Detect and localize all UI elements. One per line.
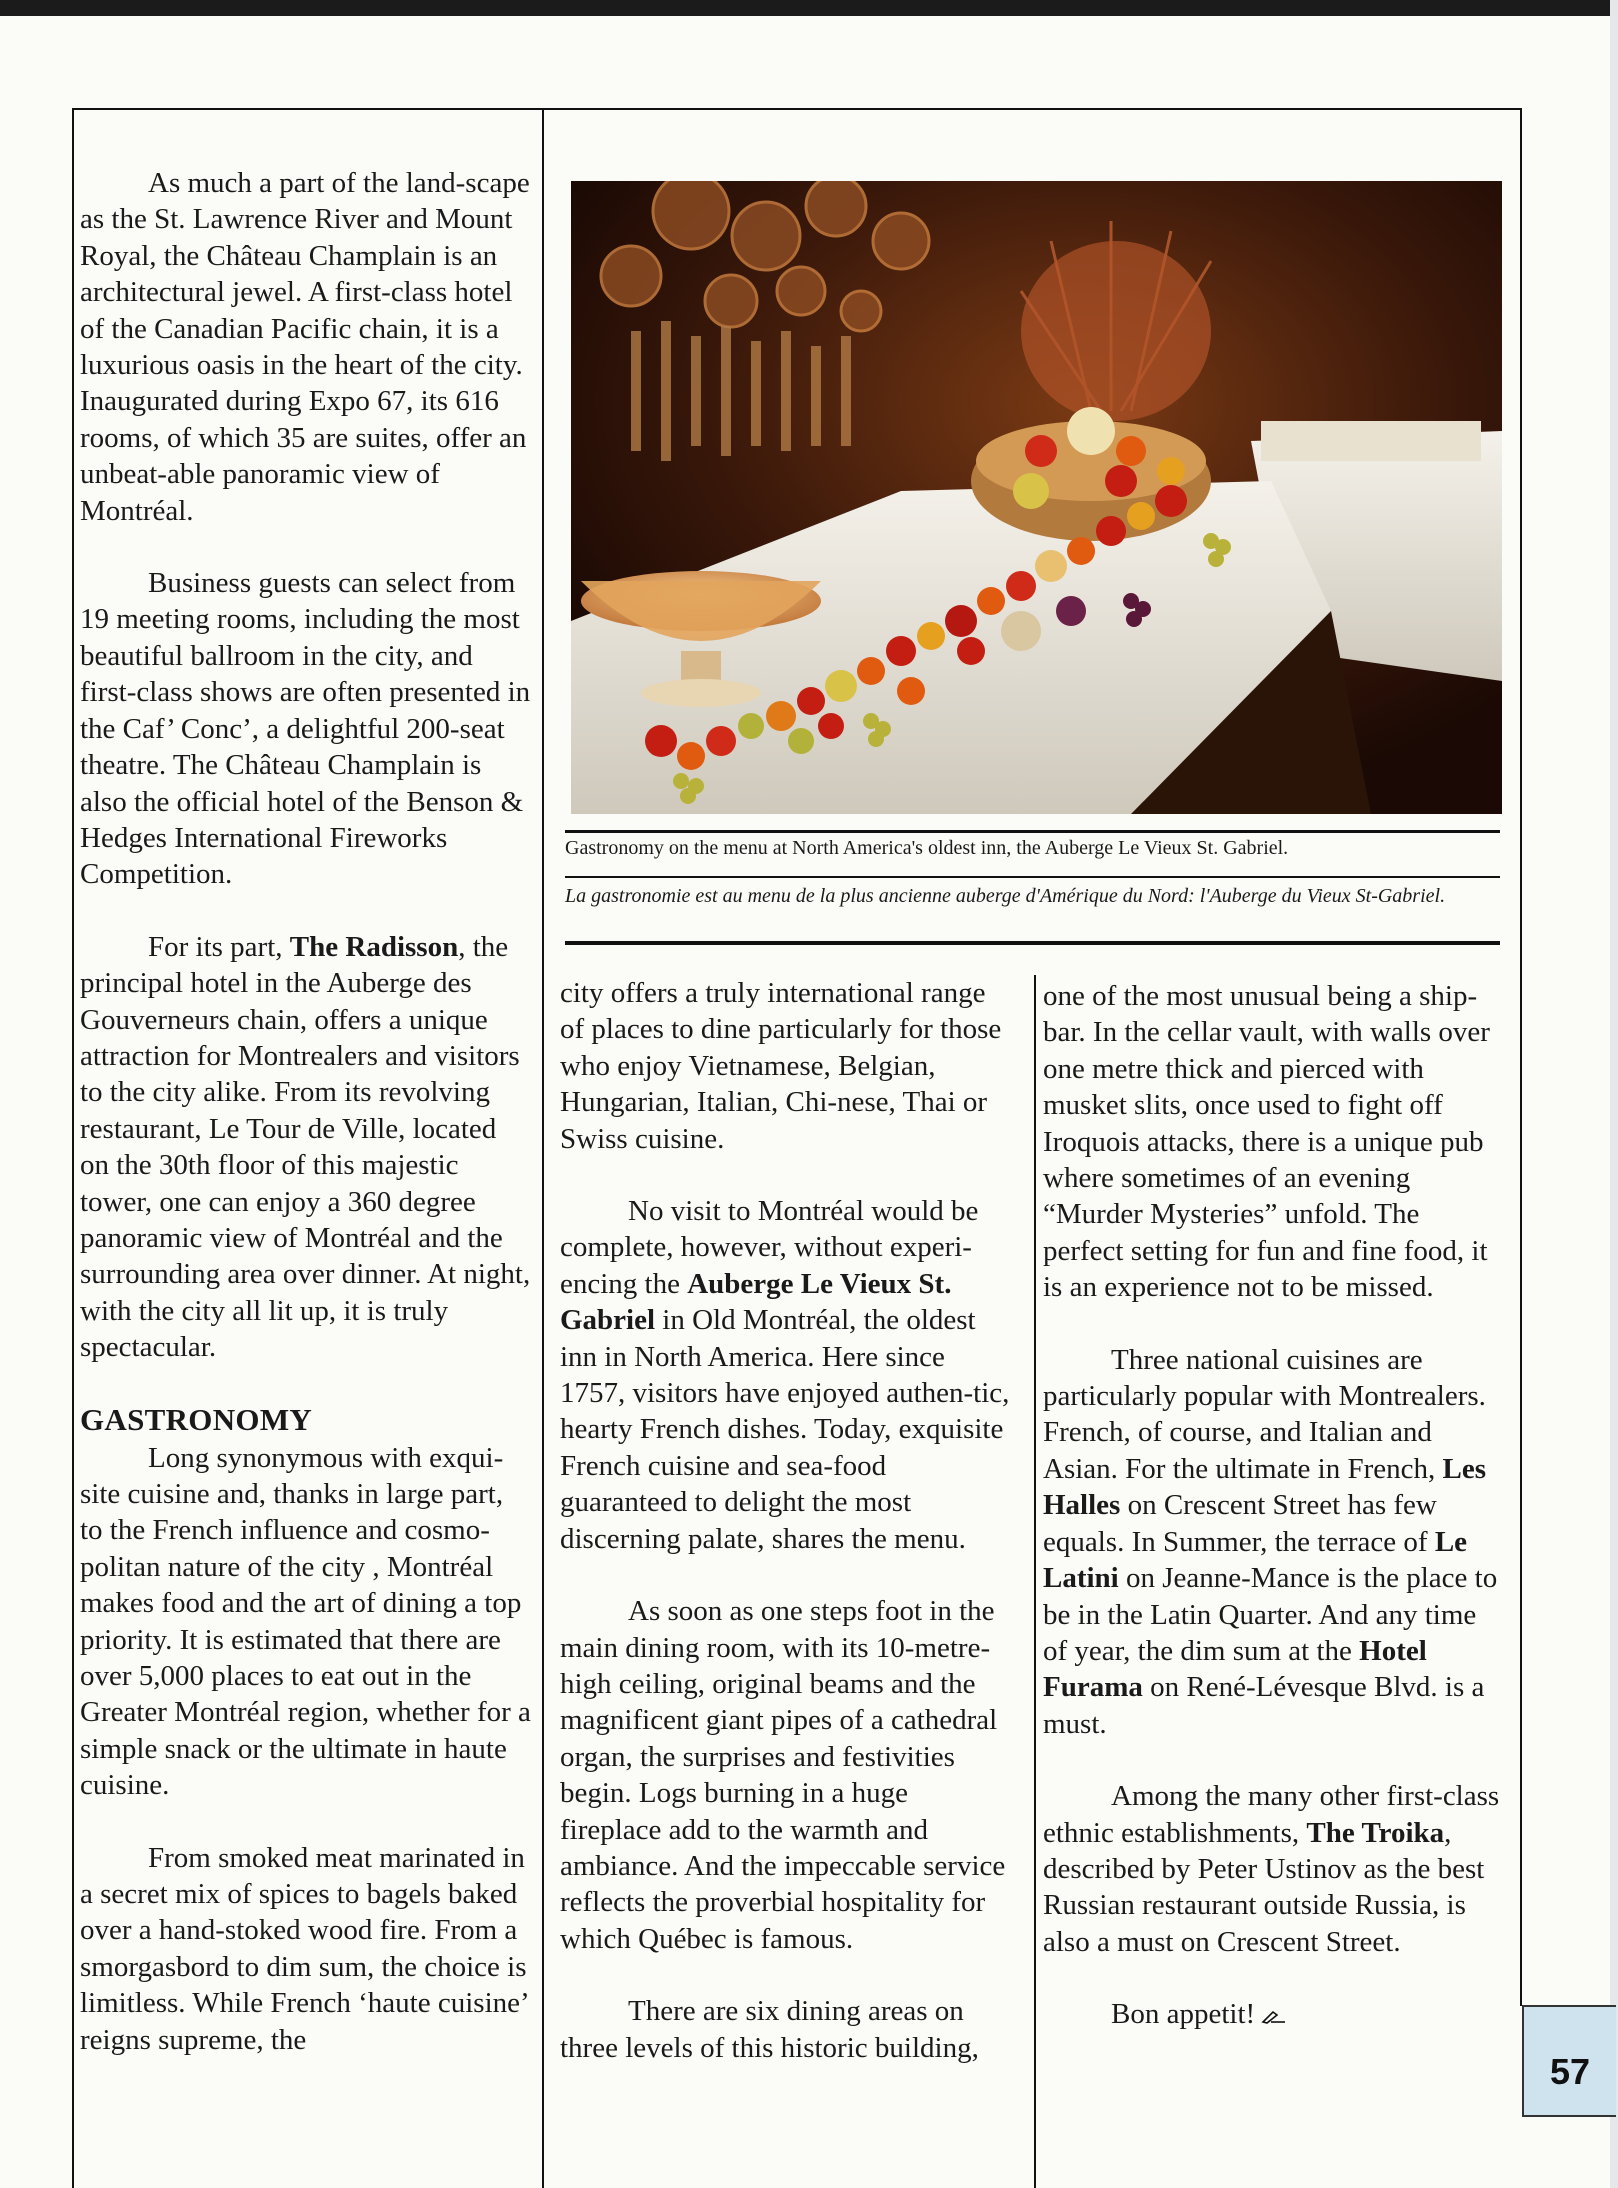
text-run: on Crescent Street has few equals. In Summer, the terrace of	[1043, 1489, 1437, 1558]
paragraph-international-range: city offers a truly international range of places to dine particularly for those who enjoy Vietnamese, Belgian, Hungarian, Italian, Chi-nese, Thai or Swiss cuisine.	[560, 977, 1002, 1155]
caption-rule-1	[565, 830, 1500, 833]
restaurant-name-les-halles: Les Halles	[1043, 1452, 1486, 1522]
scan-right-edge	[1610, 0, 1618, 2188]
paragraph-dining-room: As soon as one steps foot in the main dining room, with its 10-metre-high ceiling, original beams and the magnificent giant pipes of a cathedral organ, the surprises and festivities begin. Logs burning in a huge fireplace add to the warmth and ambiance. And the impeccable service reflects the proverbial hospitality for which Québec is famous.	[560, 1595, 1006, 1955]
text-run: Among the many other first-class ethnic establishments,	[1043, 1780, 1500, 1849]
paragraph-dining-areas: There are six dining areas on three levels of this historic building,	[560, 1995, 979, 2064]
column-divider-2	[1034, 975, 1036, 2188]
text-run: No visit to Montréal would be complete, however, without experi-encing the	[560, 1195, 979, 1300]
restaurant-name-hotel-furama: Hotel Furama	[1043, 1634, 1427, 1704]
restaurant-name-auberge: Auberge Le Vieux St. Gabriel	[560, 1267, 952, 1337]
text-run: Three national cuisines are particularly popular with Montrealers. French, of course, and Italian and Asian. For the ultimate in French,	[1043, 1343, 1486, 1485]
paragraph-ethnic-establishments	[1043, 1778, 1505, 1960]
paragraph-smoked-meat: From smoked meat marinated in a secret mix of spices to bagels baked over a hand-stoked wood fire. From a smorgasbord to dim sum, the choice is limitless. While French ‘haute cuisine’ reigns supreme, the	[80, 1841, 528, 2056]
pencil-icon	[1261, 2010, 1287, 2024]
text-run: on Jeanne-Mance is the place to be in the Latin Quarter. And any time of year, the dim sum at the	[1043, 1562, 1498, 1667]
restaurant-name-le-latini: Le Latini	[1043, 1525, 1468, 1595]
restaurant-name-troika: The Troika	[1306, 1816, 1445, 1849]
paragraph-chateau-champlain: As much a part of the land-scape as the St. Lawrence River and Mount Royal, the Château Champlain is an architectural jewel. A first-class hotel of the Canadian Pacific chain, it is a luxurious oasis in the heart of the city. Inaugurated during Expo 67, its 616 rooms, of which 35 are suites, offer an unbeat-able panoramic view of Montréal.	[80, 167, 530, 527]
text-run: For its part,	[148, 930, 290, 963]
scan-top-edge	[0, 0, 1618, 16]
paragraph-ship-bar: one of the most unusual being a ship-bar. In the cellar vault, with walls over one metre thick and pierced with musket slits, once used to fight off Iroquois attacks, there is a unique pub where sometimes of an evening “Murder Mysteries” unfold. The perfect setting for fun and fine food, it is an experience not to be missed.	[1043, 980, 1490, 1304]
page-number: 57	[1549, 2051, 1591, 2092]
text-run: , described by Peter Ustinov as the best Russian restaurant outside Russia, is also a must on Crescent Street.	[1043, 1816, 1485, 1958]
caption-rule-2	[565, 876, 1500, 878]
text-run: in Old Montréal, the oldest inn in North America. Here since 1757, visitors have enjoyed authen-tic, hearty French dishes. Today, exquisite French cuisine and sea-food guaranteed to delight the most discerning palate, shares the menu.	[560, 1304, 1010, 1555]
frame-top-rule	[72, 108, 1522, 110]
caption-rule-3	[565, 941, 1500, 945]
paragraph-business-guests: Business guests can select from 19 meeting rooms, including the most beautiful ballroom in the city, and first-class shows are often presented in the Caf’ Conc’, a delightful 200-seat theatre. The Château Champlain is also the official hotel of the Benson & Hedges International Fireworks Competition.	[80, 567, 531, 891]
paragraph-national-cuisines	[1043, 1342, 1505, 1742]
column-divider-1	[542, 108, 544, 2188]
hotel-name-radisson: The Radisson	[289, 930, 459, 963]
text-run: , the principal hotel in the Auberge des Gouverneurs chain, offers a unique attraction for Montrealers and visitors to the city alike. From its revolving restaurant, Le Tour de Ville, located on the 30th floor of this majestic tower, one can enjoy a 360 degree panoramic view of Montréal and the surrounding area over dinner. At night, with the city all lit up, it is truly spectacular.	[80, 930, 531, 1364]
column-middle	[560, 975, 1016, 2102]
sign-off-text: Bon appetit!	[1111, 1998, 1256, 2031]
paragraph-auberge	[560, 1193, 1016, 1557]
frame-left-rule	[72, 108, 74, 2188]
page-number-tab	[1522, 2005, 1616, 2117]
paragraph-radisson	[80, 929, 532, 1366]
column-left	[80, 165, 532, 2094]
text-run: on René-Lévesque Blvd. is a must.	[1043, 1671, 1485, 1740]
paragraph-gastronomy: Long synonymous with exqui-site cuisine and, thanks in large part, to the French influence and cosmo-politan nature of the city , Montréal makes food and the art of dining a top priority. It is estimated that there are over 5,000 places to eat out in the Greater Montréal region, whether for a simple snack or the ultimate in haute cuisine.	[80, 1441, 531, 1802]
buffet-illustration	[571, 181, 1502, 814]
photo-caption-english: Gastronomy on the menu at North America's oldest inn, the Auberge Le Vieux St. Gabriel.	[565, 837, 1289, 859]
frame-right-rule	[1520, 108, 1522, 2006]
paragraph-sign-off	[1043, 1996, 1505, 2032]
section-heading-gastronomy: GASTRONOMY	[80, 1401, 313, 1437]
column-right	[1043, 978, 1505, 2069]
photo-caption-french: La gastronomie est au menu de la plus ancienne auberge d'Amérique du Nord: l'Auberge du Vieux St-Gabriel.	[565, 885, 1446, 907]
buffet-photo	[571, 181, 1502, 814]
